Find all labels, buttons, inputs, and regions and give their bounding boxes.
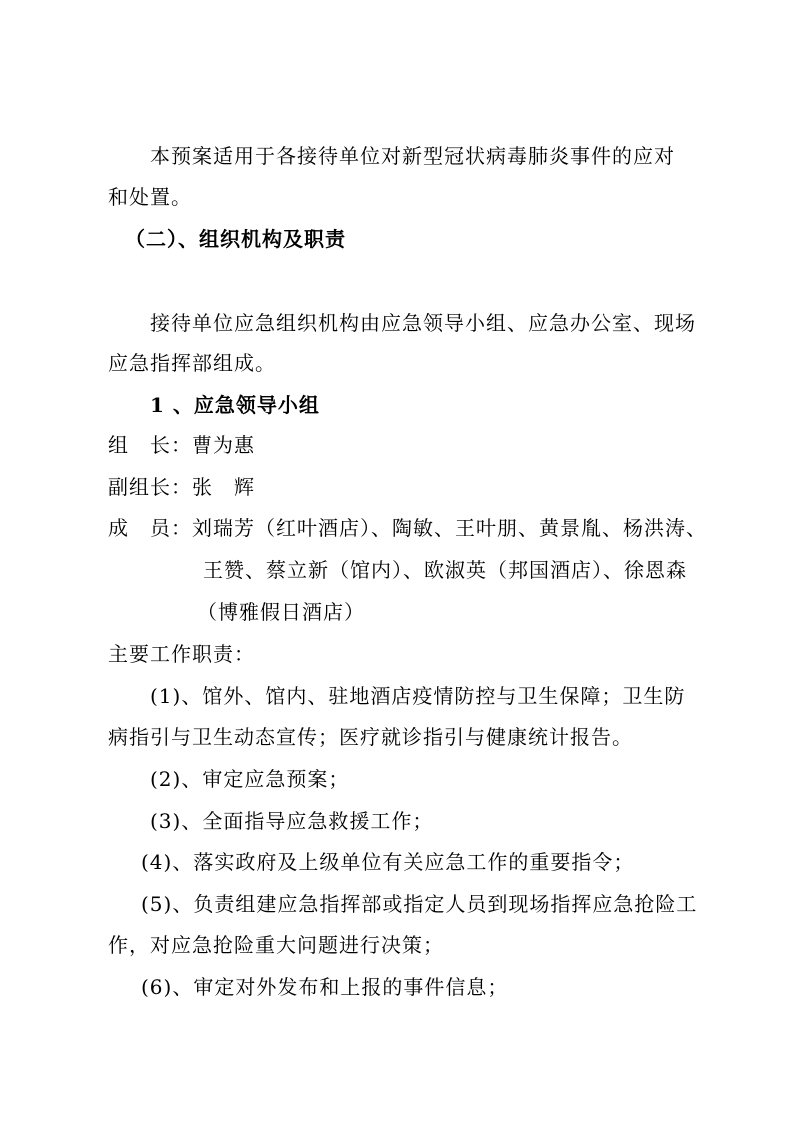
duties-heading: 主要工作职责：: [108, 642, 255, 666]
members-line-3: （博雅假日酒店）: [197, 600, 365, 624]
leader-line: 组 长：曹为惠: [108, 433, 255, 457]
section-heading: （二）、组织机构及职责: [125, 227, 346, 251]
duty-1-line-1: (1)、馆外、馆内、驻地酒店疫情防控与卫生保障；卫生防: [150, 684, 686, 708]
org-paragraph-line-2: 应急指挥部组成。: [108, 351, 276, 375]
duty-4: (4)、落实政府及上级单位有关应急工作的重要指令；: [141, 850, 635, 874]
subsection-heading: 1 、应急领导小组: [150, 393, 320, 417]
duty-2: (2)、审定应急预案；: [150, 767, 350, 791]
members-line-2: 王赞、蔡立新（馆内）、欧淑英（邦国酒店）、徐恩森: [203, 558, 687, 582]
duty-5-line-2: 作，对应急抢险重大问题进行决策；: [108, 933, 444, 957]
scope-paragraph-line-1: 本预案适用于各接待单位对新型冠状病毒肺炎事件的应对: [150, 144, 675, 168]
duty-1-line-2: 病指引与卫生动态宣传；医疗就诊指引与健康统计报告。: [108, 725, 633, 749]
org-paragraph-line-1: 接待单位应急组织机构由应急领导小组、应急办公室、现场: [150, 311, 696, 335]
scope-paragraph-line-2: 和处置。: [108, 185, 192, 209]
members-line-1: 成 员：刘瑞芳（红叶酒店）、陶敏、王叶朋、黄景胤、杨洪涛、: [108, 516, 707, 540]
duty-3: (3)、全面指导应急救援工作；: [150, 809, 434, 833]
duty-5-line-1: (5)、负责组建应急指挥部或指定人员到现场指挥应急抢险工: [141, 892, 698, 916]
duty-6: (6)、审定对外发布和上报的事件信息；: [141, 975, 509, 999]
deputy-line: 副组长：张 辉: [108, 475, 255, 499]
